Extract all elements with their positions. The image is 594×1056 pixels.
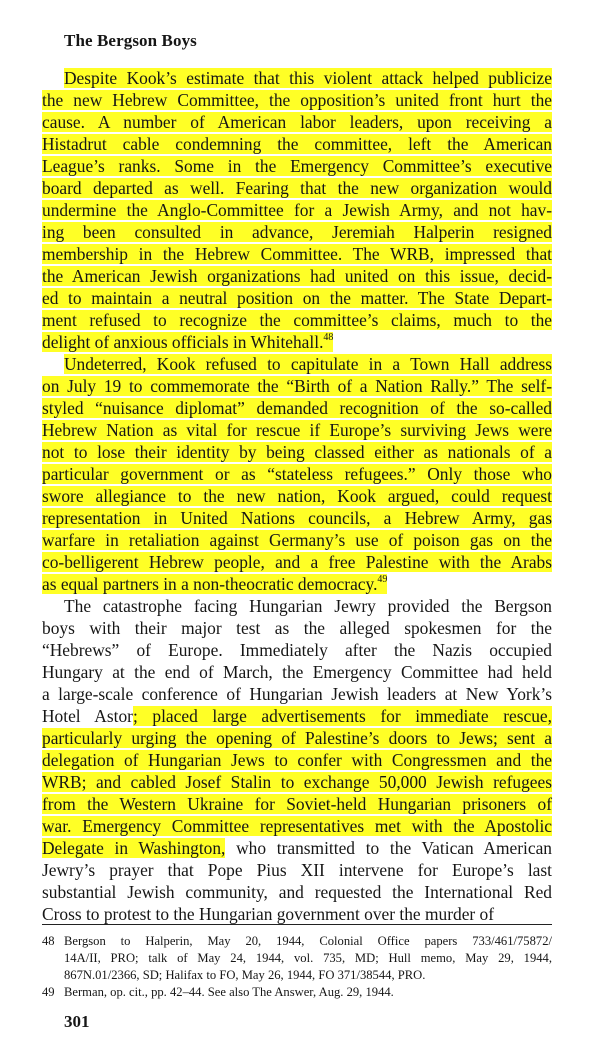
footnote-line xyxy=(42,967,552,984)
line-text: “Hebrews” of Europe. Immediately after the Nazis occupied xyxy=(42,640,552,660)
highlighted-text: membership in the Hebrew Committee. The WRB, impressed that xyxy=(42,244,552,264)
line-text: Cross to protest to the Hungarian government over the murder of xyxy=(42,904,495,924)
text-line xyxy=(42,749,552,771)
highlighted-text: co-belligerent Hebrew people, and a free Palestine with the Arabs xyxy=(42,552,552,572)
footnote-text: Bergson to Halperin, May 20, 1944, Colonial Office papers 733/461/75872/ xyxy=(64,934,552,948)
line-text: Hungary at the end of March, the Emergency Committee had held xyxy=(42,662,552,682)
highlighted-text: Delegate in Washington, xyxy=(42,838,226,858)
text-line xyxy=(42,243,552,265)
line-text: a large-scale conference of Hungarian Jewish leaders at New York’s xyxy=(42,684,552,704)
text-line xyxy=(42,815,552,837)
highlighted-text: Histadrut cable condemning the committee, left the American xyxy=(42,134,552,154)
highlighted-text: ing been consulted in advance, Jeremiah Halperin resigned xyxy=(42,222,552,242)
footnote-number: 49 xyxy=(42,985,55,999)
line-text: who transmitted to the Vatican American xyxy=(225,838,552,858)
text-line xyxy=(42,727,552,749)
text-line xyxy=(42,397,552,419)
text-line xyxy=(42,331,552,353)
highlighted-text: Despite Kook’s estimate that this violent attack helped publicize xyxy=(64,68,552,88)
text-line xyxy=(42,771,552,793)
line-text: Hotel Astor xyxy=(42,706,133,726)
footnote-line xyxy=(42,950,552,967)
highlighted-text: not to lose their identity by being classed either as nationals of a xyxy=(42,442,552,462)
footnotes xyxy=(42,933,552,1001)
footnote-marker: 48 xyxy=(323,332,334,343)
highlighted-text: delegation of Hungarian Jews to confer with Congressmen and the xyxy=(42,750,552,770)
text-line xyxy=(42,793,552,815)
highlighted-text: undermine the Anglo-Committee for a Jewish Army, and not hav- xyxy=(42,200,552,220)
highlighted-text: cause. A number of American labor leaders, upon receiving a xyxy=(42,112,552,132)
highlighted-text: WRB; and cabled Josef Stalin to exchange 50,000 Jewish refugees xyxy=(42,772,552,792)
line-text: substantial Jewish community, and requested the International Red xyxy=(42,882,552,902)
footnote-line xyxy=(42,933,552,950)
text-line xyxy=(42,639,552,661)
text-line xyxy=(42,67,552,89)
highlighted-text: delight of anxious officials in Whitehall.$^{48}$ xyxy=(42,332,334,352)
text-line xyxy=(42,221,552,243)
text-line xyxy=(42,419,552,441)
text-line xyxy=(42,199,552,221)
body-text xyxy=(42,67,552,925)
text-line xyxy=(42,89,552,111)
text-line xyxy=(42,177,552,199)
text-line xyxy=(42,859,552,881)
text-line xyxy=(42,705,552,727)
highlighted-text: Undeterred, Kook refused to capitulate in a Town Hall address xyxy=(64,354,552,374)
highlighted-text: representation in United Nations councils, a Hebrew Army, gas xyxy=(42,508,552,528)
highlighted-text: board departed as well. Fearing that the new organization would xyxy=(42,178,552,198)
footnote-line xyxy=(42,984,552,1001)
highlighted-text: Hebrew Nation as vital for rescue if Europe’s surviving Jews were xyxy=(42,420,552,440)
text-line xyxy=(42,573,552,595)
text-line xyxy=(42,287,552,309)
footnote-text: Berman, op. cit., pp. 42–44. See also The Answer, Aug. 29, 1944. xyxy=(64,985,394,999)
highlighted-text: as equal partners in a non-theocratic democracy.$^{49}$ xyxy=(42,574,388,594)
highlighted-text: the new Hebrew Committee, the opposition’s united front hurt the xyxy=(42,90,552,110)
highlighted-text: particular government or as “stateless refugees.” Only those who xyxy=(42,464,552,484)
line-text: boys with their major test as the alleged spokesmen for the xyxy=(42,618,552,638)
highlighted-text: ; placed large advertisements for immediate rescue, xyxy=(132,706,553,726)
line-text: The catastrophe facing Hungarian Jewry provided the Bergson xyxy=(64,596,552,616)
text-line xyxy=(42,155,552,177)
text-line xyxy=(42,617,552,639)
footnote-number: 48 xyxy=(42,934,55,948)
text-line xyxy=(42,133,552,155)
footnote-text: 867N.01/2366, SD; Halifax to FO, May 26, 1944, FO 371/38544, PRO. xyxy=(64,968,426,982)
text-line xyxy=(42,683,552,705)
highlighted-text: ment refused to recognize the committee’s claims, much to the xyxy=(42,310,552,330)
text-line xyxy=(42,551,552,573)
text-line xyxy=(42,507,552,529)
text-line xyxy=(42,265,552,287)
text-line xyxy=(42,375,552,397)
highlighted-text: warfare in retaliation against Germany’s use of poison gas on the xyxy=(42,530,552,550)
text-line xyxy=(42,111,552,133)
text-line xyxy=(42,661,552,683)
page-number: 301 xyxy=(64,1012,90,1031)
highlighted-text: swore allegiance to the new nation, Kook argued, could request xyxy=(42,486,552,506)
text-line xyxy=(42,881,552,903)
text-line xyxy=(42,485,552,507)
text-line xyxy=(42,463,552,485)
text-line xyxy=(42,837,552,859)
highlighted-text: styled “nuisance diplomat” demanded recognition of the so-called xyxy=(42,398,552,418)
text-line xyxy=(42,353,552,375)
text-line xyxy=(42,595,552,617)
running-header: The Bergson Boys xyxy=(64,31,197,50)
highlighted-text: ed to maintain a neutral position on the matter. The State Depart- xyxy=(42,288,552,308)
highlighted-text: war. Emergency Committee representatives met with the Apostolic xyxy=(42,816,552,836)
footnote-rule xyxy=(42,924,552,925)
highlighted-text: particularly urging the opening of Palestine’s doors to Jews; sent a xyxy=(42,728,552,748)
footnote-marker: 49 xyxy=(377,574,388,585)
text-line xyxy=(42,441,552,463)
text-line xyxy=(42,903,552,925)
text-line xyxy=(42,309,552,331)
highlighted-text: the American Jewish organizations had united on this issue, decid- xyxy=(42,266,552,286)
highlighted-text: League’s ranks. Some in the Emergency Committee’s executive xyxy=(42,156,552,176)
text-line xyxy=(42,529,552,551)
line-text: Jewry’s prayer that Pope Pius XII intervene for Europe’s last xyxy=(42,860,552,880)
highlighted-text: on July 19 to commemorate the “Birth of a Nation Rally.” The self- xyxy=(42,376,552,396)
highlighted-text: from the Western Ukraine for Soviet-held Hungarian prisoners of xyxy=(42,794,552,814)
footnote-text: 14A/II, PRO; talk of May 24, 1944, vol. 735, MD; Hull memo, May 29, 1944, xyxy=(64,951,552,965)
